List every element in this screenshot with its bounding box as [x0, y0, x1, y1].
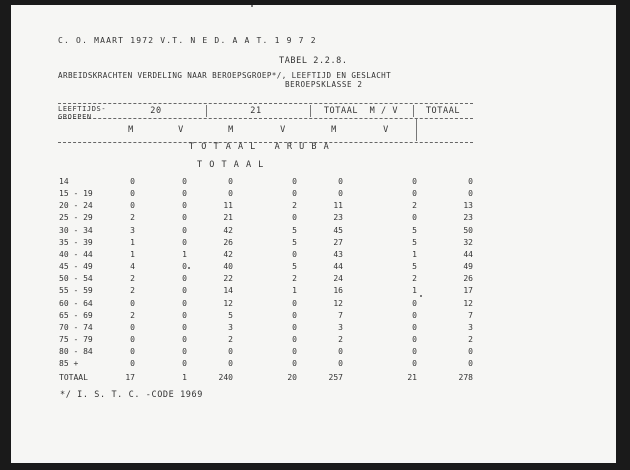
value-cell: 0 — [292, 298, 297, 308]
group-header-20: 20 — [150, 106, 162, 116]
value-cell: 32 — [463, 237, 473, 247]
value-cell: 0 — [182, 262, 187, 272]
value-cell: 0 — [130, 298, 135, 308]
value-cell: 22 — [223, 274, 233, 284]
age-group-cell: 55 - 59 — [59, 286, 93, 296]
value-cell: 0 — [182, 189, 187, 199]
value-cell: 27 — [333, 237, 343, 247]
total-cell: 20 — [287, 373, 297, 382]
table-total-row — [11, 373, 616, 385]
value-cell: 49 — [463, 262, 473, 272]
value-cell: 2 — [130, 213, 135, 223]
value-cell: 2 — [292, 201, 297, 211]
age-group-cell: 60 - 64 — [59, 298, 93, 308]
value-cell: 0 — [338, 347, 343, 357]
divider — [413, 105, 414, 117]
sub-header: V — [280, 125, 286, 135]
value-cell: 3 — [130, 225, 135, 235]
value-cell: 0 — [130, 359, 135, 369]
value-cell: 1 — [130, 249, 135, 259]
value-cell: 11 — [223, 201, 233, 211]
value-cell: 0 — [130, 177, 135, 186]
value-cell: 0 — [468, 347, 473, 357]
group-header-totaal-mv: TOTAAL M / V — [323, 106, 399, 116]
table-row — [11, 274, 616, 286]
age-group-cell: 30 - 34 — [59, 225, 93, 235]
age-group-header: LEEFTIJDS- GROEPEN — [58, 105, 107, 121]
value-cell: 4 — [130, 262, 135, 272]
value-cell: 0 — [338, 359, 343, 369]
value-cell: 12 — [223, 298, 233, 308]
value-cell: 0 — [228, 347, 233, 357]
value-cell: 0 — [182, 286, 187, 296]
table-row — [11, 286, 616, 298]
total-cell: 21 — [407, 373, 417, 382]
value-cell: 0 — [228, 359, 233, 369]
divider — [206, 105, 207, 117]
header-line: C. O. MAART 1972 V.T. N E D. A A T. 1 9 7 2 — [58, 36, 317, 45]
value-cell: 24 — [333, 274, 343, 284]
value-cell: 43 — [333, 249, 343, 259]
divider — [310, 105, 311, 117]
value-cell: 0 — [182, 237, 187, 247]
value-cell: 7 — [338, 310, 343, 320]
value-cell: 1 — [130, 237, 135, 247]
value-cell: 0 — [468, 189, 473, 199]
total-label: TOTAAL — [59, 373, 88, 382]
value-cell: 0 — [292, 334, 297, 344]
table-row — [11, 347, 616, 359]
value-cell: 0 — [182, 298, 187, 308]
value-cell: 42 — [223, 249, 233, 259]
value-cell: 0 — [412, 334, 417, 344]
value-cell: 0 — [292, 347, 297, 357]
age-group-cell: 50 - 54 — [59, 274, 93, 284]
value-cell: 50 — [463, 225, 473, 235]
value-cell: 0 — [130, 189, 135, 199]
sub-header: V — [383, 125, 389, 135]
age-group-cell: 70 - 74 — [59, 322, 93, 332]
value-cell: 0 — [338, 177, 343, 186]
value-cell: 0 — [182, 225, 187, 235]
value-cell: 0 — [292, 177, 297, 186]
value-cell: 5 — [412, 225, 417, 235]
value-cell: 26 — [463, 274, 473, 284]
value-cell: 44 — [333, 262, 343, 272]
value-cell: 0 — [182, 347, 187, 357]
value-cell: 3 — [338, 322, 343, 332]
table-row — [11, 335, 616, 347]
value-cell: 26 — [223, 237, 233, 247]
header-rule-mid — [58, 118, 473, 119]
table-row — [11, 177, 616, 189]
age-group-cell: 45 - 49 — [59, 262, 93, 272]
total-cell: 257 — [328, 373, 343, 382]
section-subtitle: T O T A A L — [197, 160, 265, 170]
value-cell: 2 — [130, 274, 135, 284]
sub-header: M — [331, 125, 337, 135]
value-cell: 17 — [463, 286, 473, 296]
age-group-cell: 14 — [59, 177, 69, 186]
value-cell: 0 — [412, 298, 417, 308]
value-cell: 0 — [292, 189, 297, 199]
group-header-21: 21 — [250, 106, 262, 116]
value-cell: 14 — [223, 286, 233, 296]
table-row — [11, 250, 616, 262]
value-cell: 2 — [412, 274, 417, 284]
value-cell: 0 — [412, 310, 417, 320]
table-row — [11, 311, 616, 323]
footnote: */ I. S. T. C. -CODE 1969 — [60, 390, 203, 400]
age-group-cell: 40 - 44 — [59, 249, 93, 259]
value-cell: 40 — [223, 262, 233, 272]
table-row — [11, 262, 616, 274]
value-cell: 0 — [468, 359, 473, 369]
sub-header: M — [228, 125, 234, 135]
value-cell: 45 — [333, 225, 343, 235]
value-cell: 0 — [412, 213, 417, 223]
value-cell: 0 — [292, 322, 297, 332]
value-cell: 0 — [130, 201, 135, 211]
total-cell: 240 — [218, 373, 233, 382]
sub-header: M — [128, 125, 134, 135]
value-cell: 3 — [468, 322, 473, 332]
table-row — [11, 323, 616, 335]
value-cell: 11 — [333, 201, 343, 211]
total-cell: 278 — [458, 373, 473, 382]
value-cell: 44 — [463, 249, 473, 259]
table-title: ARBEIDSKRACHTEN VERDELING NAAR BEROEPSGROEP*/, LEEFTIJD EN GESLACHT — [58, 71, 392, 80]
value-cell: 0 — [182, 274, 187, 284]
divider — [416, 119, 417, 141]
value-cell: 13 — [463, 201, 473, 211]
age-group-cell: 80 - 84 — [59, 347, 93, 357]
value-cell: 0 — [228, 189, 233, 199]
age-group-cell: 20 - 24 — [59, 201, 93, 211]
age-group-cell: 15 - 19 — [59, 189, 93, 199]
value-cell: 2 — [468, 334, 473, 344]
value-cell: 0 — [292, 213, 297, 223]
value-cell: 2 — [130, 310, 135, 320]
value-cell: 0 — [130, 334, 135, 344]
value-cell: 21 — [223, 213, 233, 223]
age-group-cell: 75 - 79 — [59, 334, 93, 344]
table-row — [11, 189, 616, 201]
value-cell: 0 — [412, 347, 417, 357]
value-cell: 0 — [228, 177, 233, 186]
value-cell: 5 — [292, 237, 297, 247]
value-cell: 2 — [338, 334, 343, 344]
table-row — [11, 201, 616, 213]
value-cell: 0 — [182, 359, 187, 369]
table-row — [11, 226, 616, 238]
value-cell: 2 — [412, 201, 417, 211]
value-cell: 0 — [292, 249, 297, 259]
value-cell: 5 — [412, 237, 417, 247]
table-number: TABEL 2.2.8. — [279, 56, 348, 66]
age-group-cell: 65 - 69 — [59, 310, 93, 320]
value-cell: 0 — [182, 322, 187, 332]
value-cell: 3 — [228, 322, 233, 332]
value-cell: 1 — [412, 286, 417, 296]
value-cell: 0 — [338, 189, 343, 199]
value-cell: 2 — [228, 334, 233, 344]
value-cell: 0 — [182, 213, 187, 223]
value-cell: 23 — [333, 213, 343, 223]
value-cell: 5 — [292, 262, 297, 272]
value-cell: 2 — [292, 274, 297, 284]
value-cell: 0 — [412, 359, 417, 369]
value-cell: 0 — [130, 347, 135, 357]
value-cell: 2 — [130, 286, 135, 296]
value-cell: 42 — [223, 225, 233, 235]
total-cell: 17 — [125, 373, 135, 382]
document-page — [11, 5, 616, 463]
value-cell: 0 — [292, 359, 297, 369]
table-row — [11, 238, 616, 250]
sub-header: V — [178, 125, 184, 135]
value-cell: 0 — [412, 189, 417, 199]
value-cell: 0 — [130, 322, 135, 332]
total-cell: 1 — [182, 373, 187, 382]
value-cell: 0 — [182, 177, 187, 186]
table-row — [11, 359, 616, 371]
value-cell: 0 — [182, 201, 187, 211]
value-cell: 0 — [412, 177, 417, 186]
value-cell: 16 — [333, 286, 343, 296]
value-cell: 1 — [412, 249, 417, 259]
scan-speck — [188, 267, 190, 269]
header-rule-top — [58, 103, 473, 104]
table-row — [11, 299, 616, 311]
value-cell: 12 — [333, 298, 343, 308]
value-cell: 23 — [463, 213, 473, 223]
age-group-cell: 25 - 29 — [59, 213, 93, 223]
value-cell: 0 — [292, 310, 297, 320]
value-cell: 5 — [292, 225, 297, 235]
value-cell: 7 — [468, 310, 473, 320]
value-cell: 0 — [182, 334, 187, 344]
value-cell: 0 — [412, 322, 417, 332]
group-header-totaal: TOTAAL — [425, 106, 461, 116]
age-group-cell: 85 + — [59, 359, 79, 369]
scan-speck — [420, 295, 422, 297]
scan-speck — [251, 5, 253, 7]
value-cell: 1 — [182, 249, 187, 259]
value-cell: 1 — [292, 286, 297, 296]
value-cell: 5 — [228, 310, 233, 320]
table-row — [11, 213, 616, 225]
age-group-cell: 35 - 39 — [59, 237, 93, 247]
section-title: T O T A A L A R U B A — [189, 142, 330, 152]
value-cell: 12 — [463, 298, 473, 308]
value-cell: 0 — [468, 177, 473, 186]
table-subtitle: BEROEPSKLASSE 2 — [285, 80, 363, 89]
value-cell: 0 — [182, 310, 187, 320]
value-cell: 5 — [412, 262, 417, 272]
